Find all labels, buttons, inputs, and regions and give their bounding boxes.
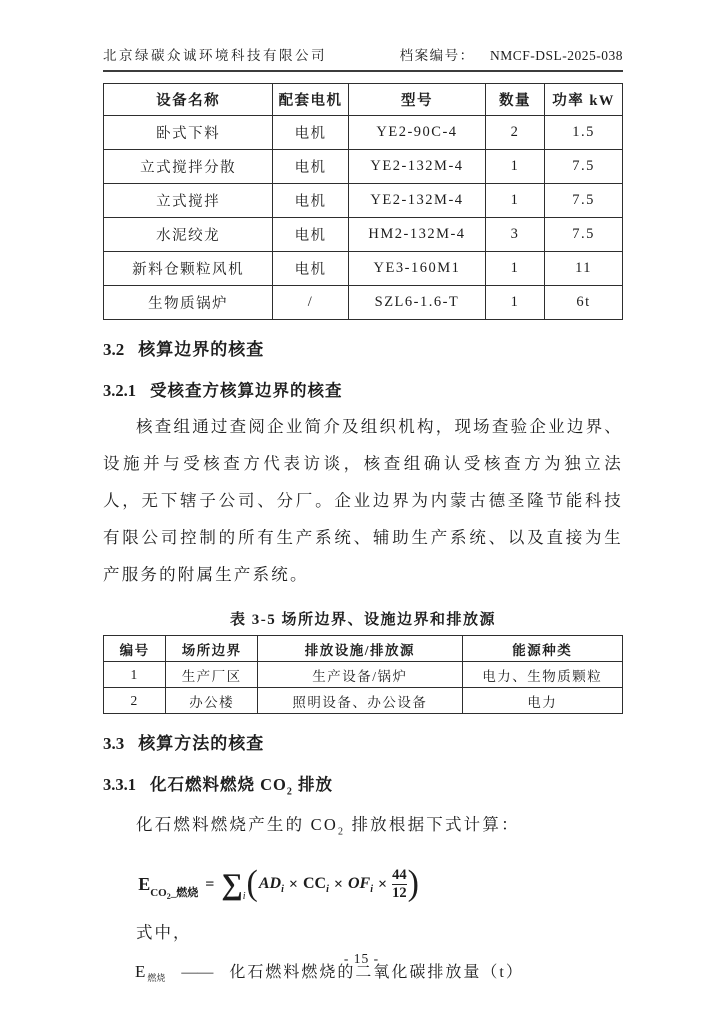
cell-site: 生产厂区: [166, 662, 258, 688]
cell-model: HM2-132M-4: [348, 218, 485, 252]
table-row: [104, 286, 623, 320]
cell-model: YE2-90C-4: [348, 116, 485, 150]
equipment-table: [103, 83, 623, 320]
col-header-power: 功率 kW: [545, 84, 623, 116]
section-title-pre: 化石燃料燃烧 CO: [150, 775, 287, 794]
col-header-facility: 排放设施/排放源: [258, 636, 462, 662]
fraction-denominator: 12: [392, 885, 407, 902]
cell-device: 卧式下料: [104, 116, 273, 150]
cell-no: 2: [104, 688, 166, 714]
cell-motor: /: [273, 286, 349, 320]
multiply-sign: ×: [333, 875, 343, 893]
col-header-qty: 数量: [485, 84, 544, 116]
cell-qty: 1: [485, 150, 544, 184]
table-row: [104, 688, 623, 714]
col-header-energy: 能源种类: [462, 636, 622, 662]
page-number: - 15 -: [343, 951, 380, 966]
e-symbol: E: [135, 961, 148, 981]
section-title: 受核查方核算边界的核查: [150, 381, 343, 400]
cell-facility: 生产设备/锅炉: [258, 662, 462, 688]
file-number-label: 档案编号：: [399, 48, 475, 63]
sigma-index: i: [242, 891, 246, 903]
table-row: [104, 662, 623, 688]
cc-index: i: [326, 883, 329, 895]
cell-model: YE3-160M1: [348, 252, 485, 286]
boundary-table-header-row: [104, 636, 623, 662]
section-title-post: 排放: [292, 775, 333, 794]
equipment-table-header-row: [104, 84, 623, 116]
cell-device: 新料仓颗粒风机: [104, 252, 273, 286]
close-paren: ): [407, 864, 419, 904]
of-symbol: OF: [347, 874, 371, 892]
e-symbol: E: [138, 874, 151, 895]
cell-power: 1.5: [545, 116, 623, 150]
section-3-3-heading: [103, 729, 623, 754]
section-3-3-1-heading: [103, 771, 623, 797]
cell-qty: 1: [485, 286, 544, 320]
table-row: [104, 252, 623, 286]
cell-device: 生物质锅炉: [104, 286, 273, 320]
section-number: 3.3: [103, 734, 125, 753]
definition-text: 化石燃料燃烧的二氧化碳排放量（t）: [229, 963, 524, 981]
section-title: 核算方法的核查: [138, 734, 265, 753]
cell-facility: 照明设备、办公设备: [258, 688, 462, 714]
boundary-verification-paragraph: 核查组通过查阅企业简介及组织机构，现场查验企业边界、设施并与受核查方代表访谈，核查组确认受核查方为独立法人，无下辖子公司、分厂。企业边界为内蒙古德圣隆节能科技有限公司控制的所有生产系统、辅助生产系统、以及直接为生产服务的附属生产系统。: [103, 417, 623, 584]
col-header-no: 编号: [104, 636, 166, 662]
cell-qty: 1: [485, 252, 544, 286]
where-label: 式中，: [136, 922, 192, 942]
company-name: 北京绿碳众诚环境科技有限公司: [103, 48, 327, 63]
cell-power: 7.5: [545, 150, 623, 184]
page-header: [103, 44, 623, 72]
section-3-2-1-heading: [103, 377, 623, 401]
lead-pre: 化石燃料燃烧产生的 CO: [136, 815, 338, 835]
cell-device: 立式搅拌分散: [104, 150, 273, 184]
co2-subscript: 2: [286, 786, 293, 798]
e-sub-2: 2: [166, 892, 171, 902]
cell-motor: 电机: [273, 184, 349, 218]
e-sub-tail: _燃烧: [170, 887, 199, 900]
cell-energy: 电力、生物质颗粒: [462, 662, 622, 688]
of-index: i: [370, 883, 373, 895]
multiply-sign: ×: [378, 875, 388, 893]
e-subscript-combustion: 燃烧: [147, 972, 166, 983]
section-number: 3.2: [103, 340, 125, 359]
e-subscript: [150, 884, 198, 900]
cell-power: 6t: [545, 286, 623, 320]
table-row: [104, 150, 623, 184]
table-row: [104, 218, 623, 252]
sigma-operator: [221, 868, 246, 903]
cell-motor: 电机: [273, 252, 349, 286]
cell-model: YE2-132M-4: [348, 184, 485, 218]
section-number: 3.2.1: [103, 381, 136, 400]
ad-symbol: AD: [258, 874, 282, 892]
definition-dash: ——: [181, 963, 214, 981]
multiply-sign: ×: [288, 875, 298, 893]
cc-symbol: CC: [302, 874, 327, 892]
e-sub-co: CO: [150, 887, 167, 900]
co2-combustion-formula: [138, 861, 623, 909]
cell-motor: 电机: [273, 116, 349, 150]
col-header-device: 设备名称: [104, 84, 273, 116]
file-number-value: NMCF-DSL-2025-038: [489, 48, 623, 63]
table-row: [104, 116, 623, 150]
cell-qty: 1: [485, 184, 544, 218]
col-header-motor: 配套电机: [273, 84, 349, 116]
cell-energy: 电力: [462, 688, 622, 714]
cell-motor: 电机: [273, 218, 349, 252]
fraction-44-12: [392, 867, 407, 903]
lead-post: 排放根据下式计算：: [345, 815, 520, 835]
cell-qty: 2: [485, 116, 544, 150]
cell-model: YE2-132M-4: [348, 150, 485, 184]
section-3-2-heading: [103, 335, 623, 360]
cell-model: SZL6-1.6-T: [348, 286, 485, 320]
co2-subscript: 2: [337, 826, 346, 838]
section-title: 核算边界的核查: [138, 340, 265, 359]
equals-sign: =: [205, 875, 215, 893]
cell-motor: 电机: [273, 150, 349, 184]
cell-device: 水泥绞龙: [104, 218, 273, 252]
term-ad: [259, 875, 284, 895]
cell-power: 7.5: [545, 218, 623, 252]
formula-lhs: [138, 874, 199, 902]
table-row: [104, 184, 623, 218]
ad-index: i: [281, 883, 284, 895]
term-cc: [303, 875, 329, 895]
fraction-numerator: 44: [392, 866, 407, 883]
col-header-model: 型号: [348, 84, 485, 116]
cell-qty: 3: [485, 218, 544, 252]
file-number: [400, 44, 623, 64]
boundary-table: [103, 635, 623, 714]
formula-lead-text: [103, 806, 623, 850]
term-of: [348, 875, 373, 895]
col-header-site: 场所边界: [166, 636, 258, 662]
open-paren: (: [246, 864, 258, 904]
cell-power: 7.5: [545, 184, 623, 218]
section-number: 3.3.1: [103, 775, 136, 794]
cell-no: 1: [104, 662, 166, 688]
sigma-symbol: ∑: [221, 868, 243, 902]
cell-site: 办公楼: [166, 688, 258, 714]
cell-power: 11: [545, 252, 623, 286]
cell-device: 立式搅拌: [104, 184, 273, 218]
table-3-5-caption: 表 3-5 场所边界、设施边界和排放源: [230, 612, 496, 628]
